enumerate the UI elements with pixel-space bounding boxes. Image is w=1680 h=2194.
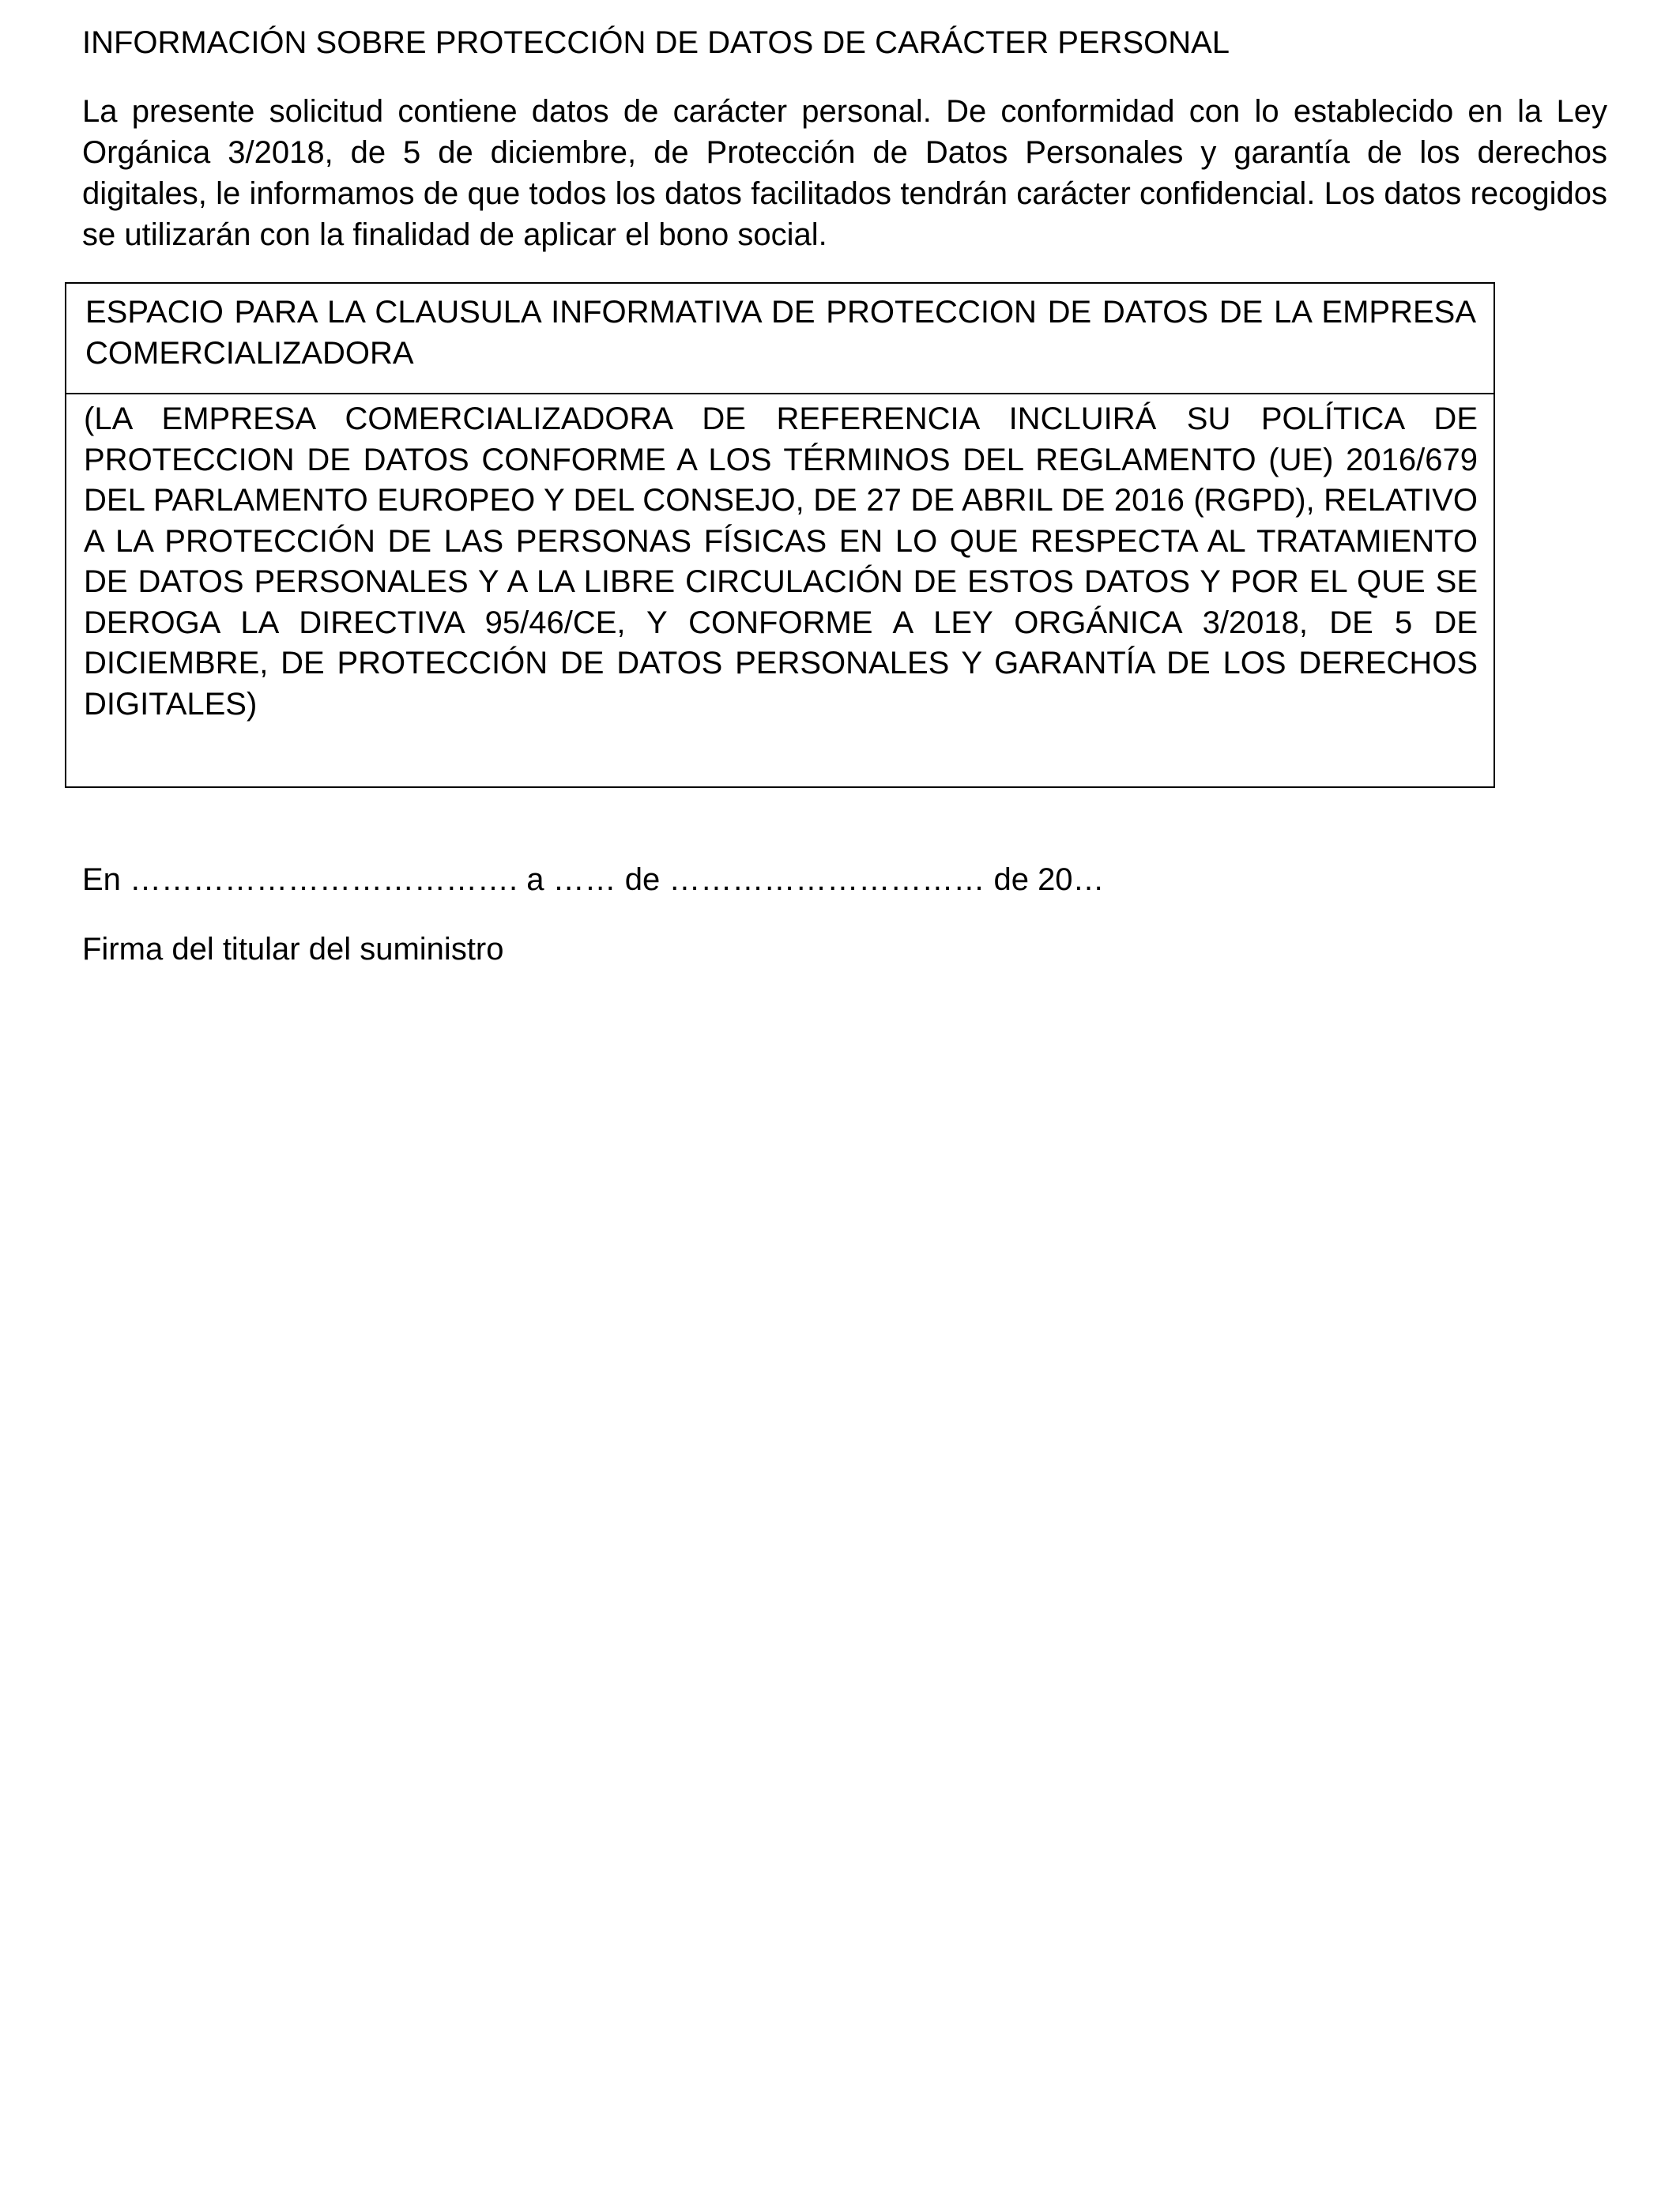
signature-label: Firma del titular del suministro bbox=[82, 932, 504, 967]
clause-box-divider bbox=[66, 393, 1494, 394]
page-title: INFORMACIÓN SOBRE PROTECCIÓN DE DATOS DE CARÁCTER PERSONAL bbox=[82, 25, 1230, 60]
intro-text: La presente solicitud contiene datos de carácter personal. De conformidad con lo establecido en la Ley Orgánica 3/2018, de 5 de diciembre, de Protección de Datos Personales y garantía de los derechos digitales, le informamos de que todos los datos facilitados tendrán carácter confidencial. Los datos recogidos se utilizarán con la finalidad de aplicar el bono social. bbox=[82, 94, 1607, 252]
place-date-line: En ………………………………. a …… de ………………………… de 20… bbox=[82, 862, 1105, 897]
intro-paragraph bbox=[82, 91, 1607, 255]
clause-box-body bbox=[84, 399, 1478, 725]
clause-box-title-text: ESPACIO PARA LA CLAUSULA INFORMATIVA DE PROTECCION DE DATOS DE LA EMPRESA COMERCIALIZADORA bbox=[85, 295, 1476, 371]
clause-box-body-text: (LA EMPRESA COMERCIALIZADORA DE REFERENCIA INCLUIRÁ SU POLÍTICA DE PROTECCION DE DATOS CONFORME A LOS TÉRMINOS DEL REGLAMENTO (UE) 2016/679 DEL PARLAMENTO EUROPEO Y DEL CONSEJO, DE 27 DE ABRIL DE 2016 (RGPD), RELATIVO A LA PROTECCIÓN DE LAS PERSONAS FÍSICAS EN LO QUE RESPECTA AL TRATAMIENTO DE DATOS PERSONALES Y A LA LIBRE CIRCULACIÓN DE ESTOS DATOS Y POR EL QUE SE DEROGA LA DIRECTIVA 95/46/CE, Y CONFORME A LEY ORGÁNICA 3/2018, DE 5 DE DICIEMBRE, DE PROTECCIÓN DE DATOS PERSONALES Y GARANTÍA DE LOS DERECHOS DIGITALES) bbox=[84, 401, 1478, 722]
clause-box-title bbox=[85, 292, 1476, 374]
data-protection-clause-box bbox=[65, 282, 1495, 788]
